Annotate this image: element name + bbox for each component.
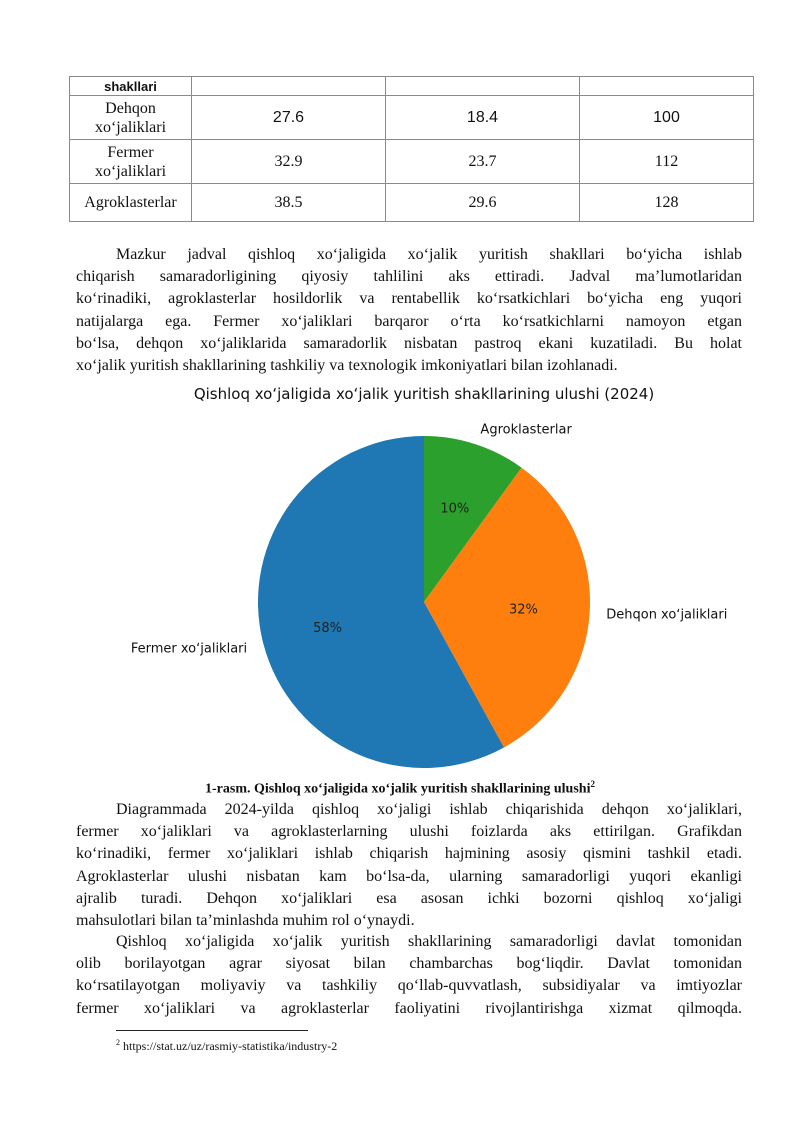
row-label: Agroklasterlar <box>70 184 192 222</box>
pie-percent-label: 58% <box>313 620 342 636</box>
chart-title: Qishloq xoʻjaligida xoʻjalik yuritish shakllarining ulushi (2024) <box>193 385 655 403</box>
table-cell: 18.4 <box>386 96 580 140</box>
text-line: Agroklasterlar ulushi nisbatan kam bo‘lsa-da, ularning samaradorligi yuqori ekanligi <box>76 867 742 885</box>
table-cell: 38.5 <box>192 184 386 222</box>
table-row <box>70 140 754 184</box>
text-line: ko‘rinadiki, agroklasterlar hosildorlik va rentabellik ko‘rsatkichlari bo‘yicha eng yuqori <box>76 290 742 308</box>
row-label-line: Fermer <box>107 143 154 161</box>
footnote-link[interactable]: https://stat.uz/uz/rasmiy-statistika/industry-2 <box>123 1039 338 1053</box>
text-line: chiqarish samaradorligining qiyosiy tahlilini aks ettiradi. Jadval ma’lumotlaridan <box>76 268 742 286</box>
table-header-cell-empty <box>580 77 754 96</box>
footnote <box>116 1038 337 1054</box>
table-cell: 29.6 <box>386 184 580 222</box>
footnote-number: 2 <box>116 1038 120 1047</box>
table-cell: 128 <box>580 184 754 222</box>
table-header-cell-empty <box>192 77 386 96</box>
paragraph-table-analysis <box>76 244 742 377</box>
table-cell: 27.6 <box>192 96 386 140</box>
text-line: Mazkur jadval qishloq xo‘jaligida xo‘jalik yuritish shakllari bo‘yicha ishlab <box>116 246 742 263</box>
footnote-ref: 2 <box>590 779 595 789</box>
text-line: ko‘rsatilayotgan moliyaviy va tashkiliy qo‘llab-quvvatlash, subsidiyalar va imtiyozlar <box>76 977 742 995</box>
row-label-line: xo‘jaliklari <box>94 162 167 180</box>
figure-caption <box>0 779 800 798</box>
text-line: ajralib turadi. Dehqon xo‘jaliklari esa asosan ichki bozorni qishloq xo‘jaligi <box>76 889 742 907</box>
row-label-line: xo‘jaliklari <box>94 118 167 136</box>
pie-chart <box>110 380 750 775</box>
efficiency-table <box>69 76 754 222</box>
pie-percent-label: 32% <box>508 602 538 618</box>
paragraph-diagram-analysis <box>76 799 742 932</box>
table-header-cell-empty <box>386 77 580 96</box>
row-label <box>70 96 192 140</box>
table-row <box>70 96 754 140</box>
text-line: Qishloq xo‘jaligida xo‘jalik yuritish shakllarining samaradorligi davlat tomonidan <box>116 933 742 950</box>
table-cell: 112 <box>580 140 754 184</box>
text-line: natijalarga ega. Fermer xo‘jaliklari barqaror o‘rta ko‘rsatkichlarni namoyon etgan <box>76 312 742 330</box>
text-line: mahsulotlari bilan ta’minlashda muhim rol o‘ynaydi. <box>76 912 415 930</box>
row-label <box>70 140 192 184</box>
table-cell: 32.9 <box>192 140 386 184</box>
pie-category-label: Dehqon xoʻjaliklari <box>606 607 728 623</box>
text-line: ko‘rinadiki, fermer xo‘jaliklari ishlab chiqarish hajmining asosiy qismini tashkil etadi. <box>76 845 742 863</box>
pie-category-label: Fermer xoʻjaliklari <box>130 641 248 657</box>
table-row <box>70 184 754 222</box>
text-line: olib borilayotgan agrar siyosat bilan chambarchas bog‘liqdir. Davlat tomonidan <box>76 955 742 973</box>
table-header-cell: shakllari <box>70 77 192 96</box>
footnote-separator <box>116 1030 308 1031</box>
caption-text: 1-rasm. Qishloq xo‘jaligida xo‘jalik yuritish shakllarining ulushi <box>205 781 591 797</box>
text-line: bo‘lsa, dehqon xo‘jaliklarida samaradorlik nisbatan pastroq ekani kuzatiladi. Bu holat <box>76 334 742 352</box>
table-header-row <box>70 77 754 96</box>
text-line: fermer xo‘jaliklari va agroklasterlar faoliyatini rivojlantirishga xizmat qilmoqda. <box>76 999 742 1017</box>
table-cell: 100 <box>580 96 754 140</box>
text-line: Diagrammada 2024-yilda qishloq xo‘jaligi ishlab chiqarishida dehqon xo‘jaliklari, <box>116 801 742 818</box>
text-line: xo‘jalik yuritish shakllarining tashkiliy va texnologik imkoniyatlari bilan izohlanadi. <box>76 357 618 375</box>
row-label-line: Dehqon <box>105 99 156 117</box>
pie-percent-label: 10% <box>440 501 470 517</box>
pie-category-label: Agroklasterlar <box>480 422 572 438</box>
paragraph-agrarian-policy <box>76 931 742 1020</box>
text-line: fermer xo‘jaliklari va agroklasterlarning ulushi foizlarda aks ettirilgan. Grafikdan <box>76 823 742 841</box>
table-cell: 23.7 <box>386 140 580 184</box>
